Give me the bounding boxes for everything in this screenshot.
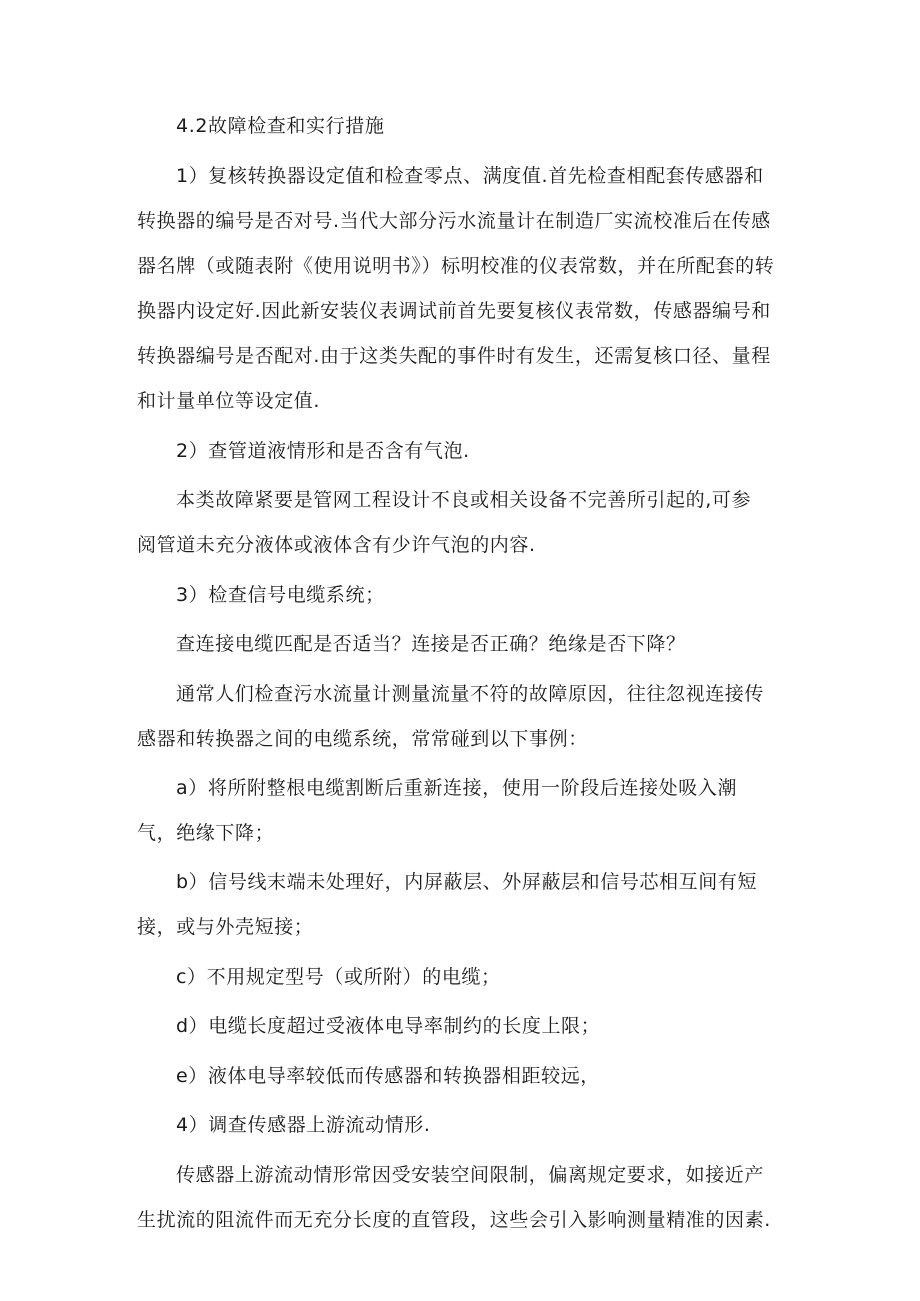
paragraph-line: 通常人们检查污水流量计测量流量不符的故障原因，往往忽视连接传 — [176, 683, 765, 705]
list-item-line: 气，绝缘下降； — [137, 822, 275, 844]
paragraph-line: 换器内设定好.因此新安装仪表调试前首先要复核仪表常数，传感器编号和 — [137, 300, 771, 322]
paragraph-line: 器名牌（或随表附《使用说明书》）标明校准的仪表常数，并在所配套的转 — [137, 255, 775, 277]
list-item-e: e）液体电导率较低而传感器和转换器相距较远， — [176, 1065, 600, 1087]
paragraph-line: 和计量单位等设定值. — [137, 390, 321, 412]
paragraph-7: 4）调查传感器上游流动情形. — [176, 1114, 431, 1136]
paragraph-line: 本类故障紧要是管网工程设计不良或相关设备不完善所引起的,可参 — [176, 489, 752, 511]
list-item-c: c）不用规定型号（或所附）的电缆； — [176, 966, 501, 988]
paragraph-line: 阅管道未充分液体或液体含有少许气泡的内容. — [137, 534, 536, 556]
paragraph-line: 传感器上游流动情形常因受安装空间限制，偏离规定要求，如接近产 — [176, 1164, 765, 1186]
paragraph-line: 1）复核转换器设定值和检查零点、满度值.首先检查相配套传感器和 — [176, 165, 764, 187]
paragraph-line: 转换器编号是否配对.由于这类失配的事件时有发生，还需复核口径、量程 — [137, 345, 771, 367]
paragraph-2: 2）查管道液情形和是否含有气泡. — [176, 440, 470, 462]
list-item-line: b）信号线末端未处理好，内屏蔽层、外屏蔽层和信号芯相互间有短 — [176, 871, 758, 893]
paragraph-line: 转换器的编号是否对号.当代大部分污水流量计在制造厂实流校准后在传感 — [137, 210, 771, 232]
list-item-line: 接，或与外壳短接； — [137, 916, 314, 938]
list-item-d: d）电缆长度超过受液体电导率制约的长度上限； — [176, 1015, 601, 1037]
list-item-line: a）将所附整根电缆割断后重新连接，使用一阶段后连接处吸入潮 — [176, 777, 738, 799]
paragraph-line: 生扰流的阻流件而无充分长度的直管段，这些会引入影响测量精准的因素. — [137, 1209, 771, 1231]
paragraph-4: 3）检查信号电缆系统； — [176, 584, 385, 606]
paragraph-5: 查连接电缆匹配是否适当？连接是否正确？绝缘是否下降？ — [176, 633, 686, 655]
paragraph-line: 感器和转换器之间的电缆系统，常常碰到以下事例： — [137, 728, 588, 750]
section-heading: 4.2故障检查和实行措施 — [176, 115, 385, 137]
